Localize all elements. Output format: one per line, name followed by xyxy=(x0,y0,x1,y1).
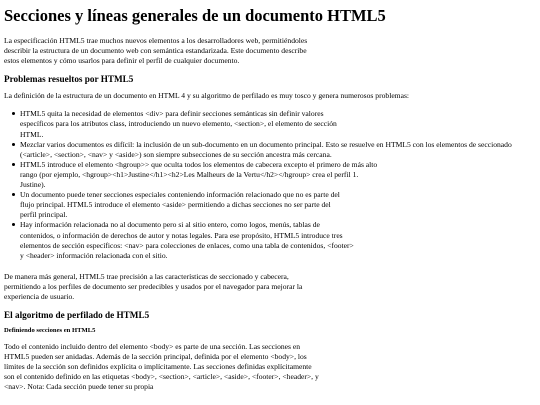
problems-heading: Problemas resueltos por HTML5 xyxy=(4,74,134,85)
algorithm-paragraph: Todo el contenido incluido dentro del elemento <body> es parte de una sección. Las secciones en HTML5 pueden ser anidadas. Además de la sección principal, definida por el elemento <body>, los límites de la sección son definidos explícita o implícitamente. Las secciones definidas explícitamente son el contenido definido en las etiquetas <body>, <section>, <article>, <aside>, <footer>, <header>, y <nav>. Nota: Cada sección puede tener su propia xyxy=(4,342,319,392)
list-item: Hay información relacionada no al documento pero si al sitio entero, como logos, menús, tablas de contenidos, o información de derechos de autor y notas legales. Para ese propósito, HTML5 introduce tres elementos de sección específicos: <nav> para colecciones de enlaces, como una tabla de contenidos, <footer> y <header> información relacionada con el sitio. xyxy=(20,220,354,260)
list-item: Mezclar varios documentos es difícil: la inclusión de un sub-documento en un documento principal. Esto se resuelve en HTML5 con los elementos de seccionado (<article>, <section>, <nav> y <aside>) son siempre subsecciones de su sección ancestra más cercana. xyxy=(20,140,534,160)
algorithm-heading: El algoritmo de perfilado de HTML5 xyxy=(4,310,150,321)
page-title: Secciones y líneas generales de un documento HTML5 xyxy=(4,6,386,25)
problems-list xyxy=(4,109,536,260)
intro-paragraph: La especificación HTML5 trae muchos nuevos elementos a los desarrolladores web, permitiéndoles describir la estructura de un documento web con semántica estandarizada. Este documento describe estos elementos y cómo usarlos para definir el perfil de cualquier documento. xyxy=(4,35,308,66)
list-item: HTML5 quita la necesidad de elementos <div> para definir secciones semánticas sin definir valores específicos para los atributos class, introduciendo un nuevo elemento, <section>, el elemento de sección HTML. xyxy=(20,109,344,139)
problems-lead: La definición de la estructura de un documento en HTML 4 y su algoritmo de perfilado es muy tosco y genera numerosos problemas: xyxy=(4,91,410,101)
summary-paragraph: De manera más general, HTML5 trae precisión a las características de seccionado y cabecera, permitiendo a los perfiles de documento ser predecibles y usados por el navegador para mejorar la experiencia de usuario. xyxy=(4,271,303,301)
list-item: HTML5 introduce el elemento <hgroup>> que oculta todos los elementos de cabecera excepto el primero de más alto rango (por ejemplo, <hgroup><h1>Justine</h1><h2>Les Malheurs de la Vertu</h2></hgroup> crea el perfil 1. Justine). xyxy=(20,160,380,190)
sections-subheading: Definiendo secciones en HTML5 xyxy=(4,327,96,335)
list-item: Un documento puede tener secciones especiales conteniendo información relacionado que no es parte del flujo principal. HTML5 introduce el elemento <aside> permitiendo a dichas secciones no ser parte del perfil principal. xyxy=(20,190,346,220)
